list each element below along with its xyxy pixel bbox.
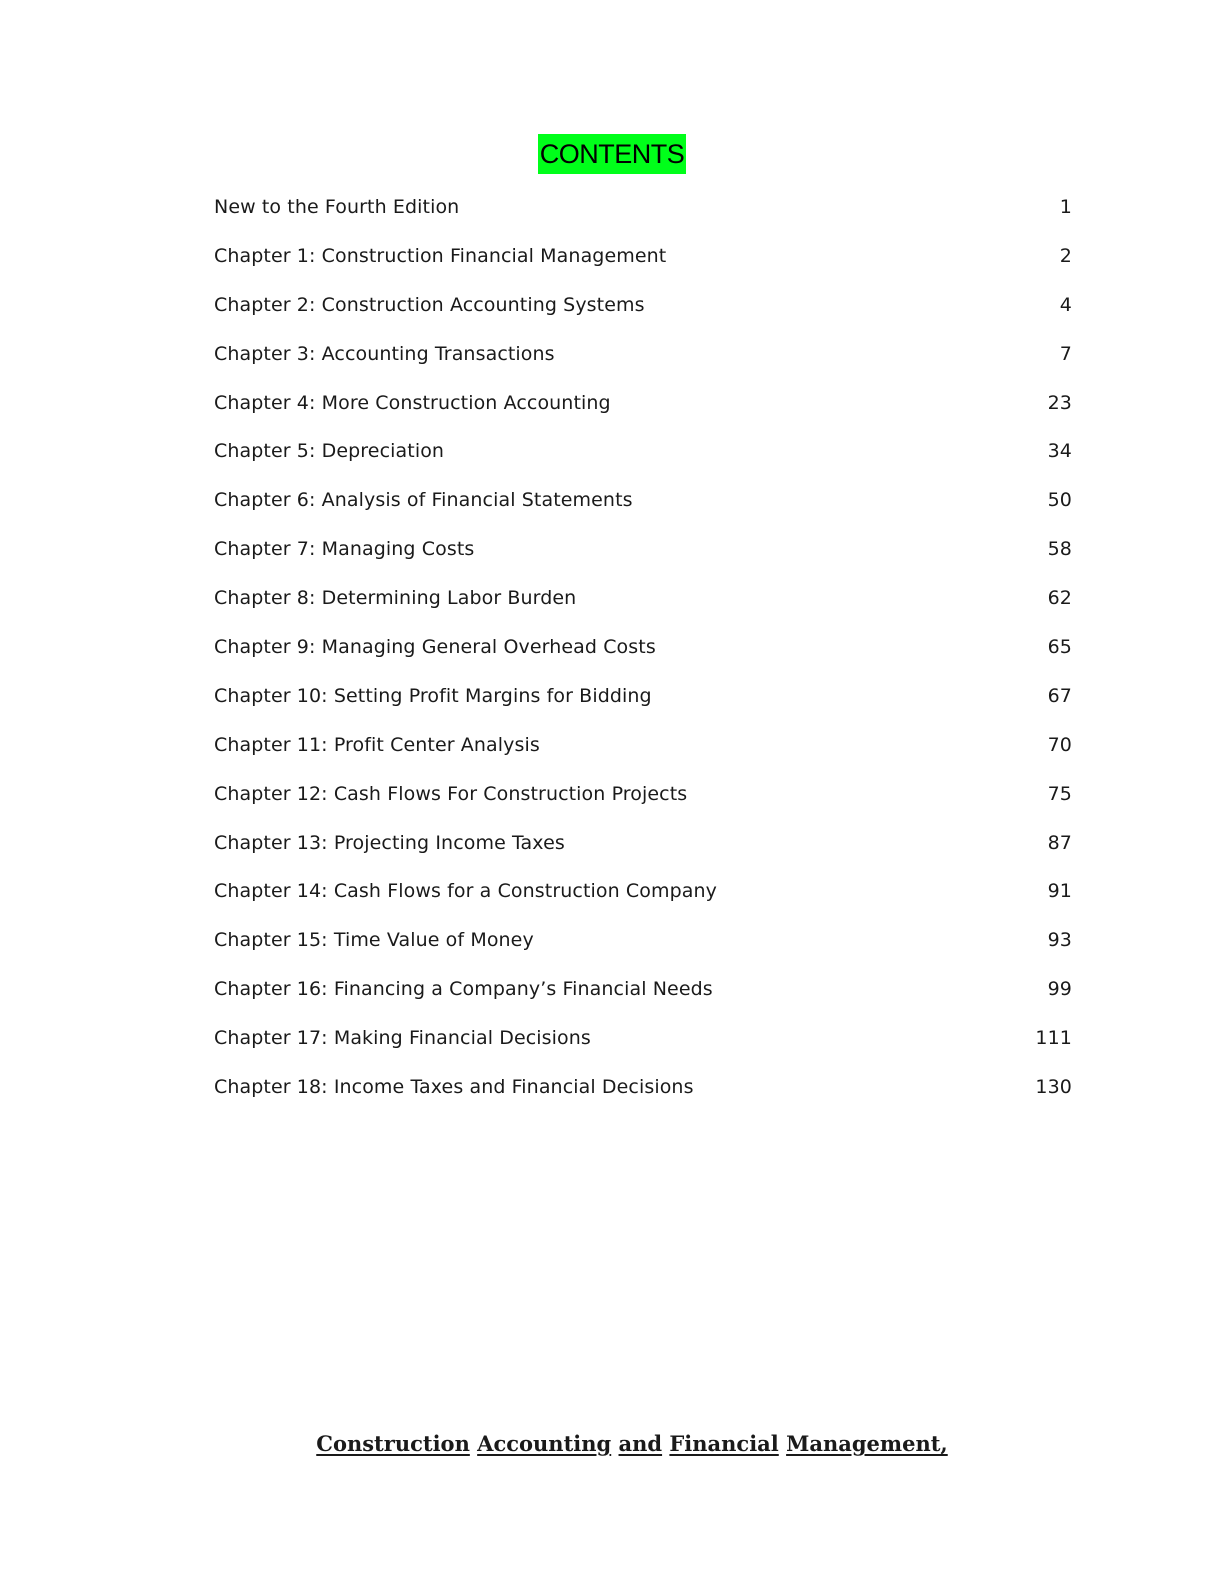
toc-entry-title: Chapter 13: Projecting Income Taxes — [214, 831, 565, 854]
book-title-word: Management, — [786, 1431, 948, 1456]
toc-entry — [214, 867, 1072, 916]
toc-entry — [214, 476, 1072, 525]
toc-entry-page-number: 99 — [1047, 978, 1072, 1001]
toc-entry-page-number: 62 — [1047, 587, 1072, 610]
toc-entry-title: Chapter 6: Analysis of Financial Statements — [214, 489, 633, 512]
toc-entry-page-number: 65 — [1047, 636, 1072, 659]
toc-entry — [214, 1063, 1072, 1112]
toc-entry-page-number: 91 — [1047, 880, 1072, 903]
toc-entry-title: Chapter 17: Making Financial Decisions — [214, 1027, 591, 1050]
toc-entry — [214, 281, 1072, 330]
book-title-word: Accounting — [477, 1431, 612, 1456]
toc-entry-page-number: 34 — [1047, 440, 1072, 463]
toc-entry — [214, 232, 1072, 281]
toc-entry-page-number: 67 — [1047, 684, 1072, 707]
toc-entry-page-number: 50 — [1047, 489, 1072, 512]
toc-entry — [214, 379, 1072, 428]
contents-heading-text: CONTENTS — [538, 134, 687, 174]
book-title-footer — [0, 1425, 1224, 1463]
toc-entry — [214, 330, 1072, 379]
toc-entry-page-number: 1 — [1059, 196, 1072, 218]
book-title-word: Construction — [316, 1431, 470, 1456]
toc-entry-title: Chapter 12: Cash Flows For Construction Projects — [214, 782, 688, 805]
toc-entry-page-number: 93 — [1047, 929, 1072, 952]
toc-entry-page-number: 87 — [1047, 831, 1072, 854]
toc-entry — [214, 574, 1072, 623]
toc-entry — [214, 183, 1072, 232]
toc-entry — [214, 819, 1072, 868]
toc-entry-page-number: 75 — [1047, 782, 1072, 805]
toc-entry-title: Chapter 15: Time Value of Money — [214, 929, 534, 952]
toc-entry-title: Chapter 1: Construction Financial Management — [214, 244, 667, 267]
toc-entry-page-number: 4 — [1059, 293, 1072, 316]
table-of-contents — [214, 183, 1072, 1112]
toc-entry-title: Chapter 11: Profit Center Analysis — [214, 733, 540, 756]
toc-entry — [214, 916, 1072, 965]
toc-entry-title: Chapter 3: Accounting Transactions — [214, 342, 555, 365]
toc-entry-title: Chapter 4: More Construction Accounting — [214, 391, 611, 414]
toc-entry-title: Chapter 8: Determining Labor Burden — [214, 587, 577, 610]
toc-entry — [214, 623, 1072, 672]
toc-entry-page-number: 130 — [1035, 1076, 1072, 1099]
toc-entry-page-number: 23 — [1047, 391, 1072, 414]
toc-entry-title: Chapter 14: Cash Flows for a Construction Company — [214, 880, 717, 903]
toc-entry-title: Chapter 2: Construction Accounting Systems — [214, 293, 645, 316]
toc-entry — [214, 965, 1072, 1014]
book-title-word: Financial — [669, 1431, 779, 1456]
contents-heading — [0, 134, 1224, 174]
toc-entry-title: Chapter 18: Income Taxes and Financial Decisions — [214, 1076, 694, 1099]
toc-entry — [214, 427, 1072, 476]
toc-entry-title: Chapter 16: Financing a Company’s Financial Needs — [214, 978, 713, 1001]
toc-entry — [214, 672, 1072, 721]
toc-entry-page-number: 2 — [1059, 244, 1072, 267]
toc-entry — [214, 770, 1072, 819]
toc-entry-title: Chapter 7: Managing Costs — [214, 538, 475, 561]
toc-entry-page-number: 7 — [1059, 342, 1072, 365]
toc-entry-title: Chapter 10: Setting Profit Margins for Bidding — [214, 684, 652, 707]
toc-entry-title: Chapter 5: Depreciation — [214, 440, 445, 463]
toc-entry-title: Chapter 9: Managing General Overhead Costs — [214, 636, 656, 659]
toc-entry — [214, 525, 1072, 574]
toc-entry-page-number: 58 — [1047, 538, 1072, 561]
toc-entry-title: New to the Fourth Edition — [214, 196, 460, 218]
book-title-word: and — [618, 1431, 663, 1456]
toc-entry — [214, 1014, 1072, 1063]
toc-entry-page-number: 111 — [1035, 1027, 1072, 1050]
toc-entry — [214, 721, 1072, 770]
toc-entry-page-number: 70 — [1047, 733, 1072, 756]
